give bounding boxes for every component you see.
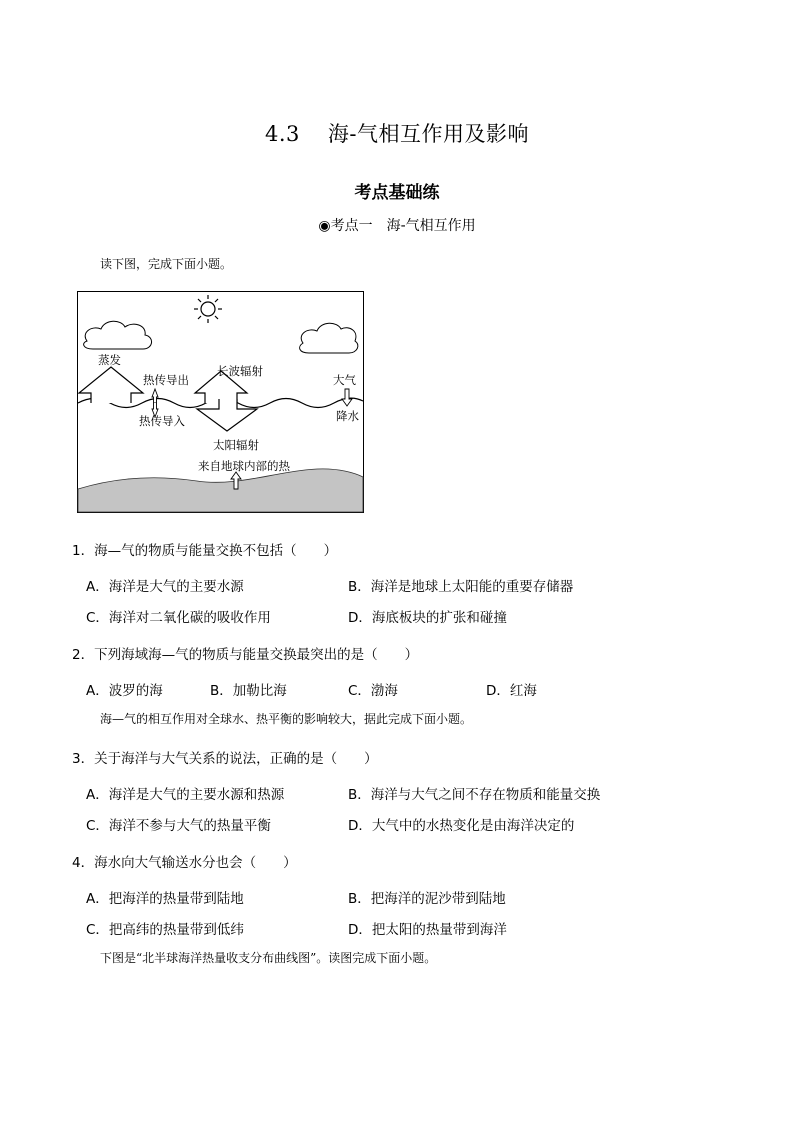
section-number: 4.3 (264, 122, 300, 146)
q2-option-d[interactable]: D．红海 (486, 683, 537, 699)
radio-bullet-icon: ◉ (318, 218, 331, 234)
q3-option-c[interactable]: C．海洋不参与大气的热量平衡 (86, 818, 271, 834)
kaodian-label: 考点一 (330, 218, 373, 234)
label-heat-out: 热传导出 (143, 373, 189, 387)
label-evaporation: 蒸发 (98, 353, 121, 367)
section-subtitle: 考点基础练 (354, 183, 440, 203)
label-atmosphere: 大气 (333, 373, 356, 387)
q4-option-d[interactable]: D．把太阳的热量带到海洋 (348, 922, 507, 938)
kaodian-heading (0, 215, 794, 235)
q1-option-b[interactable]: B．海洋是地球上太阳能的重要存储器 (348, 579, 574, 595)
label-solar: 太阳辐射 (213, 438, 259, 452)
instruction-text-3: 下图是“北半球海洋热量收支分布曲线图”。读图完成下面小题。 (100, 951, 437, 965)
question-1-stem: 1．海—气的物质与能量交换不包括（ ） (72, 543, 338, 559)
label-precipitation: 降水 (336, 409, 359, 423)
q4-option-c[interactable]: C．把高纬的热量带到低纬 (86, 922, 244, 938)
question-3-stem: 3．关于海洋与大气关系的说法，正确的是（ ） (72, 751, 378, 767)
page-title (0, 118, 794, 148)
question-4-stem: 4．海水向大气输送水分也会（ ） (72, 855, 297, 871)
q4-option-a[interactable]: A．把海洋的热量带到陆地 (86, 891, 244, 907)
label-heat-in: 热传导入 (139, 414, 185, 428)
label-internal-heat: 来自地球内部的热 (198, 459, 290, 473)
q4-option-b[interactable]: B．把海洋的泥沙带到陆地 (348, 891, 506, 907)
instruction-text-2: 海—气的相互作用对全球水、热平衡的影响较大，据此完成下面小题。 (100, 712, 473, 726)
q2-option-b[interactable]: B．加勒比海 (210, 683, 287, 699)
q2-option-c[interactable]: C．渤海 (348, 683, 398, 699)
q3-option-a[interactable]: A．海洋是大气的主要水源和热源 (86, 787, 285, 803)
q2-option-a[interactable]: A．波罗的海 (86, 683, 163, 699)
label-longwave: 长波辐射 (217, 364, 263, 378)
q3-option-b[interactable]: B．海洋与大气之间不存在物质和能量交换 (348, 787, 601, 803)
kaodian-topic: 海-气相互作用 (386, 218, 476, 234)
sea-air-interaction-diagram (77, 291, 364, 513)
q1-option-d[interactable]: D．海底板块的扩张和碰撞 (348, 610, 507, 626)
q3-option-d[interactable]: D．大气中的水热变化是由海洋决定的 (348, 818, 575, 834)
question-2-stem: 2．下列海域海—气的物质与能量交换最突出的是（ ） (72, 647, 419, 663)
instruction-text: 读下图，完成下面小题。 (100, 257, 233, 271)
title-text: 海-气相互作用及影响 (327, 122, 529, 146)
q1-option-a[interactable]: A．海洋是大气的主要水源 (86, 579, 244, 595)
q1-option-c[interactable]: C．海洋对二氧化碳的吸收作用 (86, 610, 271, 626)
